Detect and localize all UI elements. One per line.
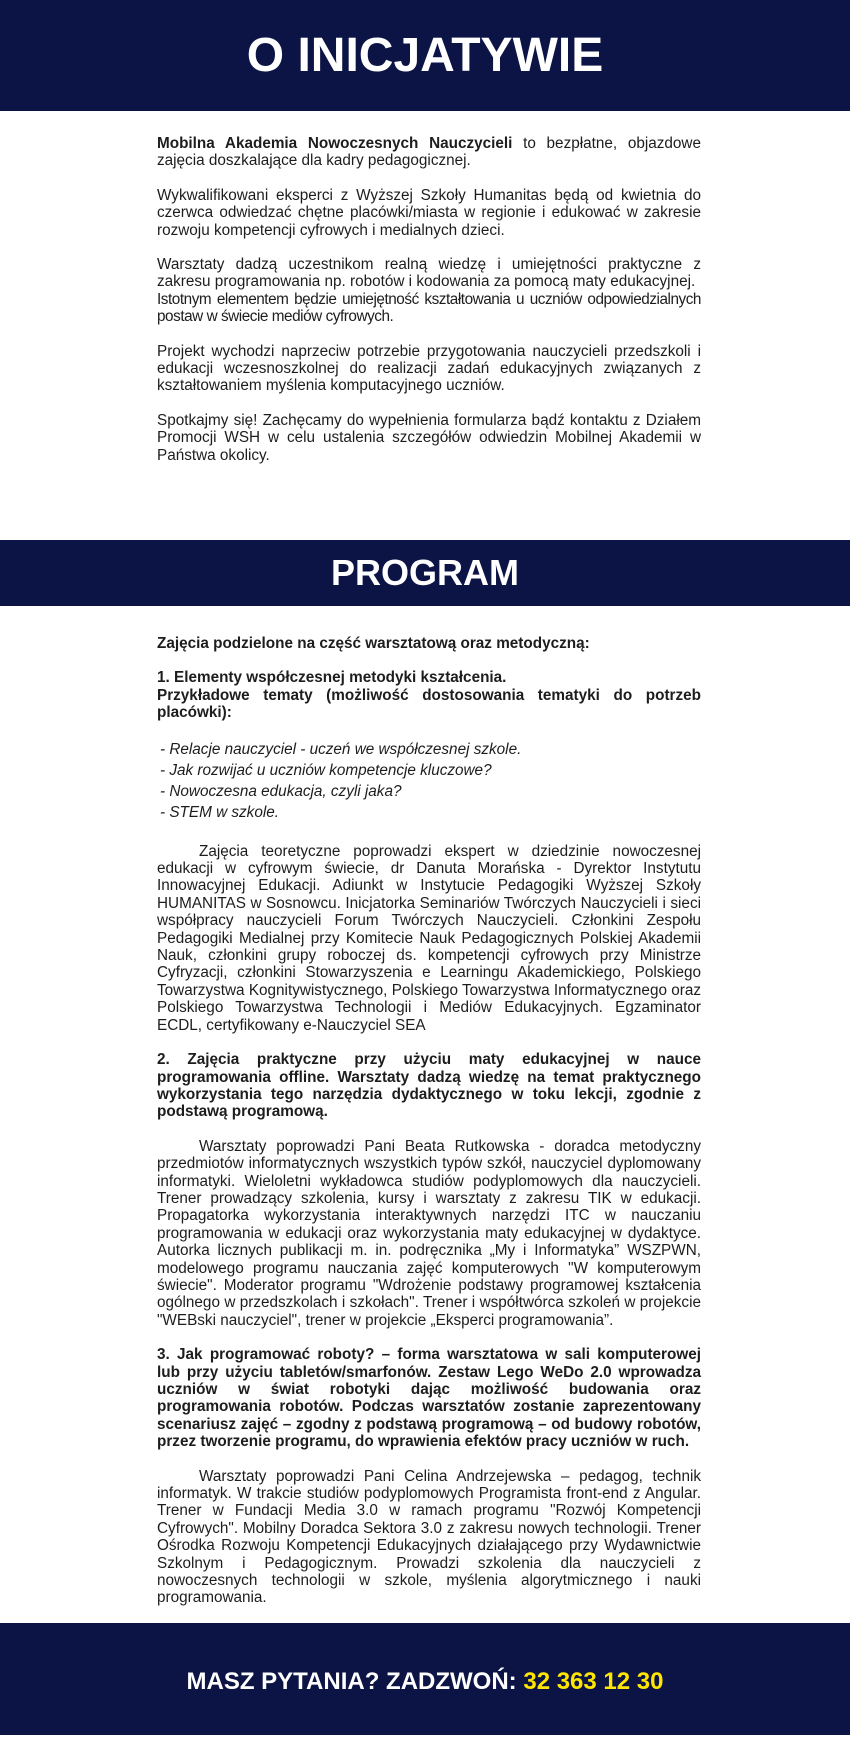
intro-paragraph-2: Wykwalifikowani eksperci z Wyższej Szkoły Humanitas będą od kwietnia do czerwca odwiedzać chętne placówki/miasta w regionie i edukować w zakresie rozwoju kompetencji cyfrowych i medialnych dzieci. xyxy=(157,186,701,239)
topic-item: - Jak rozwijać u uczniów kompetencje kluczowe? xyxy=(160,761,492,779)
section-1-subtitle: Przykładowe tematy (możliwość dostosowania tematyki do potrzeb placówki): xyxy=(157,686,701,722)
section-2-title: 2. Zajęcia praktyczne przy użyciu maty edukacyjnej w nauce programowania offline. Warsztaty dadzą wiedzę na temat praktycznego wykorzystania tego narzędzia dydaktycznego w toku lekcji, zgodnie z podstawą programową. xyxy=(157,1051,701,1121)
section-3-title: 3. Jak programować roboty? – forma warsztatowa w sali komputerowej lub przy użyciu tabletów/smarfonów. Zestaw Lego WeDo 2.0 wprowadza uczniów w świat robotyki dając możliwość budowania oraz programowania robotów. Podczas warsztatów zostanie zaprezentowany scenariusz zajęć – zgodny z podstawą programową – od budowy robotów, przez tworzenie programu, do wprawienia efektów pracy uczniów w ruch. xyxy=(157,1346,701,1451)
section-1-title: 1. Elementy współczesnej metodyki kształcenia. xyxy=(157,669,507,687)
about-section xyxy=(157,111,701,496)
topic-item: - Relacje nauczyciel - uczeń we współczesnej szkole. xyxy=(160,740,522,758)
section-3-body: Warsztaty poprowadzi Pani Celina Andrzejewska – pedagog, technik informatyk. W trakcie studiów podyplomowych Programista front-end z Angular. Trener w Fundacji Media 3.0 w ramach programu "Rozwój Kompetencji Cyfrowych". Mobilny Doradca Sektora 3.0 z zakresu nowych technologii. Trener Ośrodka Rozwoju Kompetencji Edukacyjnych działającego przy Wydawnictwie Szkolnym i Pedagogicznym. Prowadzi szkolenia dla nauczycieli z nowoczesnych technologii w szkole, myślenia algorytmicznego i nauki programowania. xyxy=(157,1467,701,1607)
topic-item: - Nowoczesna edukacja, czyli jaka? xyxy=(160,782,402,800)
section-1-body: Zajęcia teoretyczne poprowadzi ekspert w dziedzinie nowoczesnej edukacji w cyfrowym świecie, dr Danuta Morańska - Dyrektor Instytutu Innowacyjnej Edukacji. Adiunkt w Instytucie Pedagogiki Wyższej Szkoły HUMANITAS w Sosnowcu. Inicjatorka Seminariów Twórczych Nauczycieli i sieci współpracy nauczycieli Forum Twórczych Nauczycieli. Członkini Zespołu Pedagogiki Medialnej przy Komitecie Nauk Pedagogicznych Polskiej Akademii Nauk, członkini grupy roboczej ds. kompetencji cyfrowych przy Ministrze Cyfryzacji, członkini Stowarzyszenia e Learningu Akademickiego, Polskiego Towarzystwa Kognitywistycznego, Polskiego Towarzystwa Informatycznego oraz Polskiego Towarzystwa Technologii i Mediów Edukacyjnych. Egzaminator ECDL, certyfikowany e-Nauczyciel SEA xyxy=(157,842,701,1034)
section-2-body: Warsztaty poprowadzi Pani Beata Rutkowska - doradca metodyczny przedmiotów informatycznych wszystkich typów szkół, nauczyciel dyplomowany informatyki. Wieloletni wykładowca studiów podyplomowych dla nauczycieli. Trener prowadzący szkolenia, kursy i warsztaty z zakresu TIK w edukacji. Propagatorka wykorzystania interaktywnych narzędzi ITC w nauczaniu programowania w edukacji oraz wykorzystania maty edukacyjnej w dydaktyce. Autorka licznych publikacji m. in. podręcznika „My i Informatyka” WSZPWN, modelowego programu nauczania zajęć komputerowych "W komputerowym świecie". Moderator programu "Wdrożenie podstawy programowej kształcenia ogólnego w przedszkolach i szkołach". Trener i współtwórca szkoleń w projekcie "WEBski nauczyciel", trener w projekcie „Eksperci programowania”. xyxy=(157,1137,701,1329)
about-title: O INICJATYWIE xyxy=(246,29,604,82)
section-header-about xyxy=(0,0,850,111)
intro-paragraph-3: Warsztaty dadzą uczestnikom realną wiedzę i umiejętności praktyczne z zakresu programowania np. robotów i kodowania za pomocą maty edukacyjnej. xyxy=(157,256,701,291)
intro-paragraph-1 xyxy=(157,135,701,170)
phone-number[interactable]: 32 363 12 30 xyxy=(523,1667,664,1695)
contact-footer xyxy=(0,1623,850,1735)
program-title: PROGRAM xyxy=(331,552,519,593)
program-section xyxy=(157,606,701,1607)
contact-label: MASZ PYTANIA? ZADZWOŃ: xyxy=(186,1667,524,1695)
intro-paragraph-5: Spotkajmy się! Zachęcamy do wypełnienia formularza bądź kontaktu z Działem Promocji WSH w celu ustalenia szczegółów odwiedzin Mobilnej Akademii w Państwa okolicy. xyxy=(157,411,701,464)
intro-strong: Mobilna Akademia Nowoczesnych Nauczycieli xyxy=(157,135,513,152)
intro-paragraph-4: Projekt wychodzi naprzeciw potrzebie przygotowania nauczycieli przedszkoli i edukacji wczesnoszkolnej do realizacji zadań edukacyjnych związanych z kształtowaniem myślenia komputacyjnego uczniów. xyxy=(157,342,701,395)
intro-paragraph-3b: Istotnym elementem będzie umiejętność kształtowania u uczniów odpowiedzialnych postaw w świecie mediów cyfrowych. xyxy=(157,290,701,326)
intro-p1-rest: to bezpłatne, objazdowe zajęcia doszkalające dla kadry pedagogicznej. xyxy=(157,135,701,170)
topics-list xyxy=(157,739,701,823)
section-header-program xyxy=(0,540,850,606)
topic-item: - STEM w szkole. xyxy=(160,803,279,821)
program-lead: Zajęcia podzielone na część warsztatową oraz metodyczną: xyxy=(157,635,590,652)
